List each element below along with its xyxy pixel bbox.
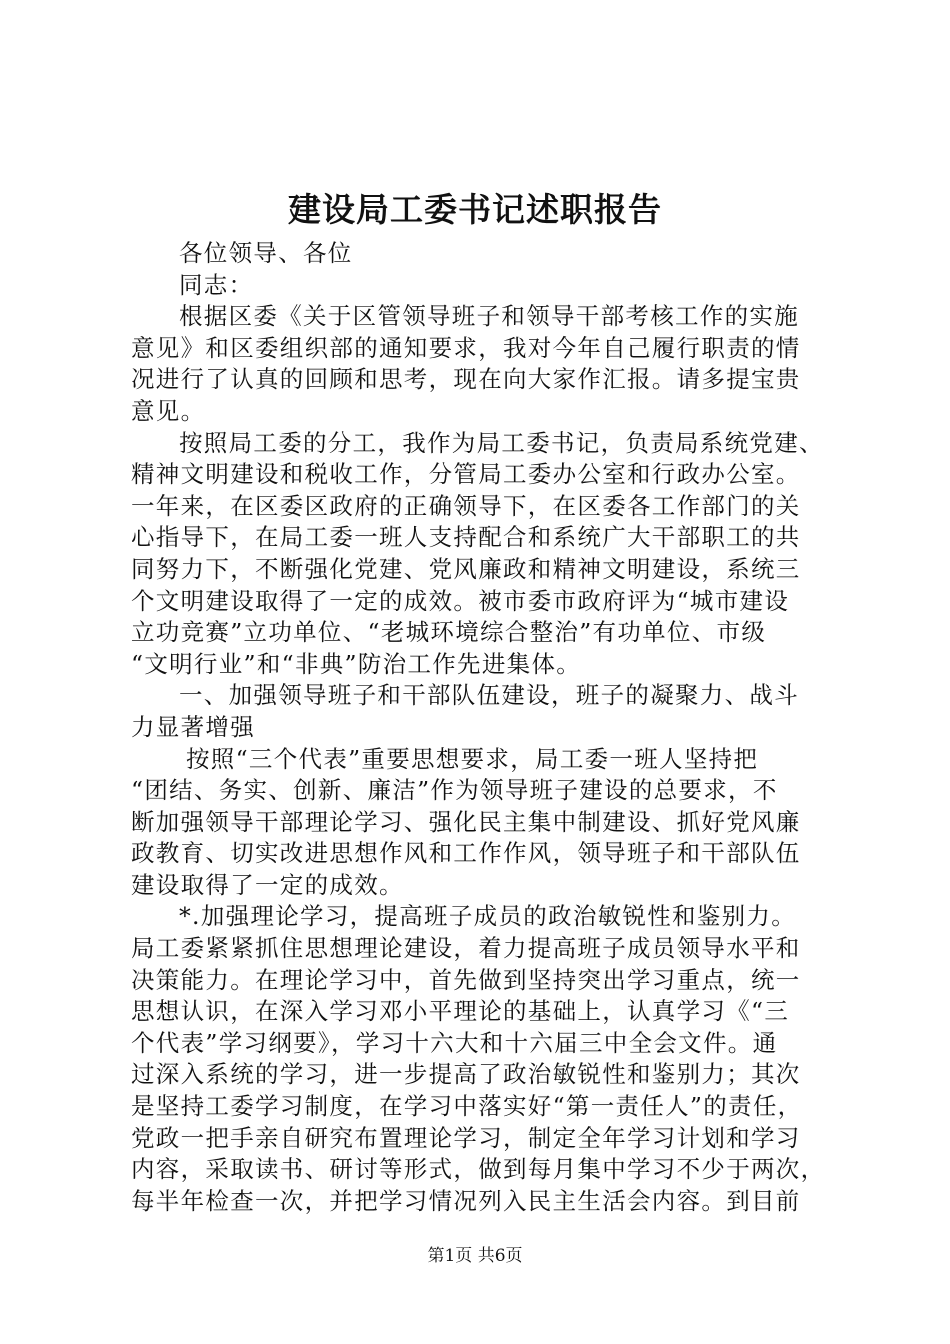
text-line: 思想认识，在深入学习邓小平理论的基础上，认真学习《“三 bbox=[131, 997, 790, 1026]
page-number-footer: 第1页 共6页 bbox=[427, 1246, 523, 1266]
section-heading-line: 一、加强领导班子和干部队伍建设，班子的凝聚力、战斗 bbox=[179, 681, 799, 710]
document-title: 建设局工委书记述职报告 bbox=[288, 190, 662, 229]
text-line: 过深入系统的学习，进一步提高了政治敏锐性和鉴别力；其次 bbox=[131, 1060, 801, 1089]
text-line: 按照局工委的分工，我作为局工委书记，负责局系统党建、 bbox=[179, 428, 824, 457]
text-line: 况进行了认真的回顾和思考，现在向大家作汇报。请多提宝贵 bbox=[131, 365, 801, 394]
text-line: 局工委紧紧抓住思想理论建设，着力提高班子成员领导水平和 bbox=[131, 934, 801, 963]
text-line: 各位领导、各位 bbox=[179, 239, 353, 267]
text-line: 是坚持工委学习制度，在学习中落实好“第一责任人”的责任， bbox=[131, 1092, 803, 1121]
text-line: 意见。 bbox=[131, 396, 206, 425]
text-line: 内容，采取读书、研讨等形式，做到每月集中学习不少于两次， bbox=[131, 1155, 826, 1184]
text-line: 根据区委《关于区管领导班子和领导干部考核工作的实施 bbox=[179, 302, 799, 331]
text-line: 心指导下，在局工委一班人支持配合和系统广大干部职工的共 bbox=[131, 523, 801, 552]
text-line: 意见》和区委组织部的通知要求，我对今年自己履行职责的情 bbox=[131, 333, 801, 362]
text-line: 断加强领导干部理论学习、强化民主集中制建设、抓好党风廉 bbox=[131, 807, 801, 836]
text-line: 一年来，在区委区政府的正确领导下，在区委各工作部门的关 bbox=[131, 491, 801, 520]
text-line: 每半年检查一次，并把学习情况列入民主生活会内容。到目前 bbox=[131, 1186, 801, 1215]
text-line: 党政一把手亲自研究布置理论学习，制定全年学习计划和学习 bbox=[131, 1123, 801, 1152]
text-line: “文明行业”和“非典”防治工作先进集体。 bbox=[131, 649, 582, 678]
document-body bbox=[131, 238, 831, 1217]
text-line: 精神文明建设和税收工作，分管局工委办公室和行政办公室。 bbox=[131, 460, 801, 489]
text-line: 按照“三个代表”重要思想要求，局工委一班人坚持把 bbox=[186, 744, 759, 773]
text-line: *.加强理论学习，提高班子成员的政治敏锐性和鉴别力。 bbox=[179, 902, 797, 931]
text-line: “团结、务实、创新、廉洁”作为领导班子建设的总要求，不 bbox=[131, 776, 778, 805]
text-line: 同努力下，不断强化党建、党风廉政和精神文明建设，系统三 bbox=[131, 554, 801, 583]
text-line: 立功竞赛”立功单位、“老城环境综合整治”有功单位、市级 bbox=[131, 618, 767, 647]
text-line: 政教育、切实改进思想作风和工作作风，领导班子和干部队伍 bbox=[131, 839, 801, 868]
text-line: 同志： bbox=[179, 270, 254, 299]
section-heading-line: 力显著增强 bbox=[131, 712, 255, 741]
text-line: 建设取得了一定的成效。 bbox=[131, 870, 404, 899]
text-line: 个文明建设取得了一定的成效。被市委市政府评为“城市建设 bbox=[131, 586, 790, 615]
text-line: 决策能力。在理论学习中，首先做到坚持突出学习重点，统一 bbox=[131, 965, 801, 994]
text-line: 个代表”学习纲要》，学习十六大和十六届三中全会文件。通 bbox=[131, 1028, 778, 1057]
